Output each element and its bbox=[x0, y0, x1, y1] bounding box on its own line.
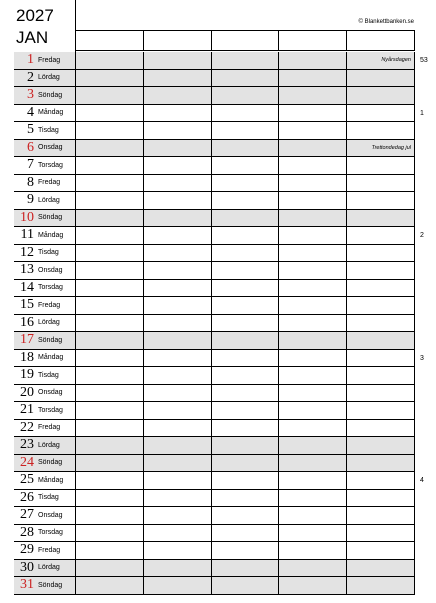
entry-cell[interactable] bbox=[144, 472, 212, 489]
entry-cell[interactable] bbox=[212, 157, 280, 174]
day-row bbox=[14, 52, 415, 70]
day-label-cell bbox=[14, 472, 76, 489]
entry-cell[interactable] bbox=[144, 455, 212, 472]
day-number: 14 bbox=[20, 279, 34, 295]
entry-cell[interactable] bbox=[144, 507, 212, 524]
day-row bbox=[14, 490, 415, 508]
entry-cell[interactable] bbox=[76, 560, 144, 577]
entry-cell[interactable] bbox=[76, 437, 144, 454]
entry-cell[interactable] bbox=[279, 297, 347, 314]
day-row bbox=[14, 402, 415, 420]
entry-cell[interactable] bbox=[76, 297, 144, 314]
day-label-cell bbox=[14, 420, 76, 437]
day-name: Torsdag bbox=[38, 284, 63, 292]
entry-cell[interactable] bbox=[76, 210, 144, 227]
day-name: Tisdag bbox=[38, 371, 59, 379]
day-label-cell bbox=[14, 262, 76, 279]
day-row bbox=[14, 175, 415, 193]
column-header-cell bbox=[212, 31, 280, 50]
day-row bbox=[14, 542, 415, 560]
day-row bbox=[14, 245, 415, 263]
entry-cell[interactable] bbox=[212, 542, 280, 559]
day-row bbox=[14, 560, 415, 578]
day-name: Tisdag bbox=[38, 126, 59, 134]
entry-cell[interactable] bbox=[279, 560, 347, 577]
entry-cell[interactable] bbox=[279, 525, 347, 542]
entry-cell[interactable] bbox=[76, 472, 144, 489]
day-label-cell bbox=[14, 455, 76, 472]
entry-cell[interactable] bbox=[144, 437, 212, 454]
entry-cell[interactable] bbox=[347, 227, 415, 244]
column-header-cell bbox=[76, 31, 144, 50]
day-name: Onsdag bbox=[38, 144, 63, 152]
entry-cell[interactable] bbox=[76, 420, 144, 437]
day-number: 18 bbox=[20, 349, 34, 365]
entry-cell[interactable] bbox=[212, 350, 280, 367]
entry-cell[interactable] bbox=[279, 52, 347, 69]
entry-cell[interactable] bbox=[212, 490, 280, 507]
entry-cell[interactable] bbox=[144, 52, 212, 69]
day-number: 16 bbox=[20, 314, 34, 330]
day-number: 11 bbox=[20, 227, 34, 243]
entry-cell[interactable] bbox=[347, 70, 415, 87]
entry-cell[interactable] bbox=[347, 385, 415, 402]
day-label-cell bbox=[14, 87, 76, 104]
day-label-cell bbox=[14, 542, 76, 559]
entry-cell[interactable] bbox=[212, 245, 280, 262]
entry-cell[interactable] bbox=[212, 472, 280, 489]
day-name: Lördag bbox=[38, 319, 60, 327]
day-label-cell bbox=[14, 245, 76, 262]
day-label-cell bbox=[14, 52, 76, 69]
day-number: 8 bbox=[27, 174, 34, 190]
entry-cell[interactable] bbox=[347, 350, 415, 367]
entry-cell[interactable] bbox=[76, 455, 144, 472]
entry-cell[interactable] bbox=[279, 87, 347, 104]
day-name: Tisdag bbox=[38, 249, 59, 257]
entry-cell[interactable] bbox=[212, 87, 280, 104]
entry-cell[interactable] bbox=[347, 315, 415, 332]
day-number: 2 bbox=[27, 69, 34, 85]
day-number: 21 bbox=[20, 402, 34, 418]
day-label-cell bbox=[14, 297, 76, 314]
day-number: 9 bbox=[27, 192, 34, 208]
entry-cell[interactable] bbox=[212, 507, 280, 524]
entry-cell[interactable] bbox=[212, 297, 280, 314]
day-name: Måndag bbox=[38, 476, 64, 484]
entry-cell[interactable] bbox=[347, 507, 415, 524]
day-row bbox=[14, 157, 415, 175]
entry-cell[interactable] bbox=[347, 367, 415, 384]
day-name: Lördag bbox=[38, 564, 60, 572]
day-label-cell bbox=[14, 280, 76, 297]
entry-cell[interactable] bbox=[212, 262, 280, 279]
entry-cell[interactable] bbox=[279, 350, 347, 367]
day-number: 13 bbox=[20, 262, 34, 278]
entry-cell[interactable] bbox=[212, 402, 280, 419]
entry-cell[interactable] bbox=[347, 577, 415, 594]
day-name: Torsdag bbox=[38, 161, 63, 169]
day-number: 3 bbox=[27, 87, 34, 103]
entry-cell[interactable] bbox=[76, 175, 144, 192]
day-row bbox=[14, 350, 415, 368]
entry-cell[interactable] bbox=[144, 157, 212, 174]
entry-cell[interactable] bbox=[212, 210, 280, 227]
entry-cell[interactable] bbox=[212, 385, 280, 402]
day-row bbox=[14, 87, 415, 105]
day-label-cell bbox=[14, 507, 76, 524]
entry-cell[interactable] bbox=[347, 157, 415, 174]
entry-cell[interactable] bbox=[279, 367, 347, 384]
entry-cell[interactable] bbox=[279, 245, 347, 262]
day-name: Onsdag bbox=[38, 511, 63, 519]
day-row bbox=[14, 140, 415, 158]
day-name: Söndag bbox=[38, 459, 63, 467]
entry-cell[interactable] bbox=[279, 140, 347, 157]
day-row bbox=[14, 262, 415, 280]
entry-cell[interactable] bbox=[212, 437, 280, 454]
day-row bbox=[14, 507, 415, 525]
entry-cell[interactable] bbox=[212, 455, 280, 472]
entry-cell[interactable] bbox=[144, 525, 212, 542]
entry-cell[interactable] bbox=[144, 315, 212, 332]
entry-cell[interactable] bbox=[212, 227, 280, 244]
week-number: 2 bbox=[420, 232, 424, 239]
entry-cell[interactable] bbox=[212, 52, 280, 69]
day-name: Måndag bbox=[38, 109, 64, 117]
day-row bbox=[14, 70, 415, 88]
entry-cell[interactable] bbox=[347, 472, 415, 489]
day-number: 19 bbox=[20, 367, 34, 383]
entry-cell[interactable] bbox=[347, 525, 415, 542]
entry-cell[interactable] bbox=[347, 262, 415, 279]
entry-cell[interactable] bbox=[279, 472, 347, 489]
entry-cell[interactable] bbox=[279, 70, 347, 87]
entry-cell[interactable] bbox=[144, 245, 212, 262]
day-name: Fredag bbox=[38, 56, 61, 64]
day-name: Tisdag bbox=[38, 494, 59, 502]
entry-cell[interactable] bbox=[76, 70, 144, 87]
week-number: 3 bbox=[420, 354, 424, 362]
entry-cell[interactable] bbox=[76, 367, 144, 384]
entry-cell[interactable] bbox=[279, 577, 347, 594]
entry-cell[interactable] bbox=[279, 455, 347, 472]
entry-cell[interactable] bbox=[144, 140, 212, 157]
entry-cell[interactable] bbox=[76, 192, 144, 209]
day-row bbox=[14, 455, 415, 473]
entry-cell[interactable] bbox=[144, 192, 212, 209]
day-label-cell bbox=[14, 577, 76, 594]
day-number: 4 bbox=[27, 104, 34, 120]
day-name: Torsdag bbox=[38, 529, 63, 537]
entry-cell[interactable] bbox=[279, 402, 347, 419]
entry-cell[interactable] bbox=[144, 402, 212, 419]
entry-cell[interactable] bbox=[279, 385, 347, 402]
entry-cell[interactable] bbox=[76, 402, 144, 419]
day-number: 24 bbox=[20, 454, 34, 470]
entry-cell[interactable] bbox=[212, 192, 280, 209]
entry-cell[interactable] bbox=[347, 52, 415, 69]
day-label-cell bbox=[14, 437, 76, 454]
entry-cell[interactable] bbox=[76, 507, 144, 524]
entry-cell[interactable] bbox=[212, 140, 280, 157]
holiday-note: Trettondedag jul bbox=[371, 144, 411, 151]
day-number: 1 bbox=[27, 52, 34, 68]
entry-cell[interactable] bbox=[347, 490, 415, 507]
day-number: 27 bbox=[20, 507, 34, 523]
day-name: Lördag bbox=[38, 441, 60, 449]
entry-cell[interactable] bbox=[144, 367, 212, 384]
day-label-cell bbox=[14, 385, 76, 402]
entry-cell[interactable] bbox=[144, 385, 212, 402]
day-row bbox=[14, 385, 415, 403]
day-label-cell bbox=[14, 175, 76, 192]
month-label: JAN bbox=[16, 28, 49, 47]
entry-cell[interactable] bbox=[347, 87, 415, 104]
day-name: Måndag bbox=[38, 354, 64, 362]
day-label-cell bbox=[14, 140, 76, 157]
day-label-cell bbox=[14, 402, 76, 419]
day-number: 22 bbox=[20, 419, 34, 435]
day-name: Söndag bbox=[38, 91, 63, 99]
day-number: 30 bbox=[20, 559, 34, 575]
entry-cell[interactable] bbox=[144, 332, 212, 349]
day-number: 10 bbox=[20, 209, 34, 225]
entry-cell[interactable] bbox=[76, 577, 144, 594]
entry-cell[interactable] bbox=[76, 542, 144, 559]
day-number: 29 bbox=[20, 542, 34, 558]
column-header-cell bbox=[144, 31, 212, 50]
entry-cell[interactable] bbox=[347, 542, 415, 559]
entry-cell[interactable] bbox=[347, 280, 415, 297]
week-number: 1 bbox=[420, 109, 424, 117]
day-row bbox=[14, 315, 415, 333]
column-header-cell bbox=[279, 31, 347, 50]
entry-cell[interactable] bbox=[212, 70, 280, 87]
week-number: 4 bbox=[420, 477, 424, 484]
entry-cell[interactable] bbox=[76, 280, 144, 297]
day-name: Måndag bbox=[38, 231, 64, 239]
entry-cell[interactable] bbox=[347, 192, 415, 209]
entry-cell[interactable] bbox=[347, 245, 415, 262]
entry-cell[interactable] bbox=[144, 175, 212, 192]
entry-cell[interactable] bbox=[279, 280, 347, 297]
day-name: Onsdag bbox=[38, 266, 63, 274]
day-name: Söndag bbox=[38, 336, 63, 344]
day-label-cell bbox=[14, 157, 76, 174]
entry-cell[interactable] bbox=[347, 420, 415, 437]
day-label-cell bbox=[14, 210, 76, 227]
day-name: Fredag bbox=[38, 301, 61, 309]
day-row bbox=[14, 210, 415, 228]
day-number: 15 bbox=[20, 297, 34, 313]
day-name: Söndag bbox=[38, 214, 63, 222]
calendar-grid bbox=[14, 52, 415, 595]
entry-cell[interactable] bbox=[76, 262, 144, 279]
entry-cell[interactable] bbox=[212, 525, 280, 542]
entry-cell[interactable] bbox=[144, 227, 212, 244]
day-row bbox=[14, 192, 415, 210]
entry-cell[interactable] bbox=[144, 560, 212, 577]
entry-cell[interactable] bbox=[279, 490, 347, 507]
day-label-cell bbox=[14, 105, 76, 122]
column-header-row bbox=[76, 30, 415, 51]
day-label-cell bbox=[14, 367, 76, 384]
day-number: 31 bbox=[20, 577, 34, 593]
day-number: 25 bbox=[20, 472, 34, 488]
day-label-cell bbox=[14, 227, 76, 244]
entry-cell[interactable] bbox=[347, 297, 415, 314]
entry-cell[interactable] bbox=[144, 280, 212, 297]
entry-cell[interactable] bbox=[212, 420, 280, 437]
entry-cell[interactable] bbox=[347, 332, 415, 349]
entry-cell[interactable] bbox=[212, 560, 280, 577]
entry-cell[interactable] bbox=[212, 367, 280, 384]
day-label-cell bbox=[14, 192, 76, 209]
entry-cell[interactable] bbox=[76, 52, 144, 69]
column-header-cell bbox=[347, 31, 415, 50]
day-row bbox=[14, 332, 415, 350]
entry-cell[interactable] bbox=[347, 437, 415, 454]
day-name: Fredag bbox=[38, 546, 61, 554]
day-label-cell bbox=[14, 490, 76, 507]
entry-cell[interactable] bbox=[279, 332, 347, 349]
day-label-cell bbox=[14, 70, 76, 87]
day-number: 5 bbox=[27, 122, 34, 138]
entry-cell[interactable] bbox=[144, 577, 212, 594]
day-name: Lördag bbox=[38, 196, 60, 204]
entry-cell[interactable] bbox=[144, 420, 212, 437]
entry-cell[interactable] bbox=[279, 175, 347, 192]
credit-text: © Blankettbanken.se bbox=[358, 19, 414, 25]
entry-cell[interactable] bbox=[144, 262, 212, 279]
entry-cell[interactable] bbox=[76, 122, 144, 139]
day-label-cell bbox=[14, 315, 76, 332]
day-row bbox=[14, 280, 415, 298]
entry-cell[interactable] bbox=[279, 420, 347, 437]
entry-cell[interactable] bbox=[279, 122, 347, 139]
day-label-cell bbox=[14, 525, 76, 542]
day-number: 17 bbox=[20, 332, 34, 348]
entry-cell[interactable] bbox=[76, 157, 144, 174]
day-row bbox=[14, 105, 415, 123]
day-name: Söndag bbox=[38, 581, 63, 589]
day-name: Onsdag bbox=[38, 389, 63, 397]
entry-cell[interactable] bbox=[76, 245, 144, 262]
entry-cell[interactable] bbox=[212, 175, 280, 192]
day-row bbox=[14, 472, 415, 490]
entry-cell[interactable] bbox=[279, 227, 347, 244]
entry-cell[interactable] bbox=[279, 192, 347, 209]
entry-cell[interactable] bbox=[279, 542, 347, 559]
day-row bbox=[14, 367, 415, 385]
entry-cell[interactable] bbox=[76, 490, 144, 507]
entry-cell[interactable] bbox=[144, 297, 212, 314]
entry-cell[interactable] bbox=[144, 105, 212, 122]
day-number: 23 bbox=[20, 437, 34, 453]
entry-cell[interactable] bbox=[347, 560, 415, 577]
day-row bbox=[14, 577, 415, 595]
entry-cell[interactable] bbox=[347, 140, 415, 157]
day-row bbox=[14, 122, 415, 140]
entry-cell[interactable] bbox=[144, 490, 212, 507]
entry-cell[interactable] bbox=[279, 105, 347, 122]
entry-cell[interactable] bbox=[144, 122, 212, 139]
day-row bbox=[14, 227, 415, 245]
entry-cell[interactable] bbox=[144, 87, 212, 104]
entry-cell[interactable] bbox=[212, 577, 280, 594]
day-label-cell bbox=[14, 332, 76, 349]
entry-cell[interactable] bbox=[347, 402, 415, 419]
entry-cell[interactable] bbox=[76, 385, 144, 402]
entry-cell[interactable] bbox=[279, 437, 347, 454]
entry-cell[interactable] bbox=[279, 507, 347, 524]
entry-cell[interactable] bbox=[347, 175, 415, 192]
entry-cell[interactable] bbox=[212, 122, 280, 139]
day-number: 6 bbox=[27, 139, 34, 155]
day-name: Lördag bbox=[38, 74, 60, 82]
day-label-cell bbox=[14, 350, 76, 367]
entry-cell[interactable] bbox=[76, 350, 144, 367]
day-row bbox=[14, 437, 415, 455]
entry-cell[interactable] bbox=[279, 210, 347, 227]
entry-cell[interactable] bbox=[347, 455, 415, 472]
entry-cell[interactable] bbox=[212, 332, 280, 349]
entry-cell[interactable] bbox=[279, 315, 347, 332]
entry-cell[interactable] bbox=[144, 210, 212, 227]
day-name: Torsdag bbox=[38, 406, 63, 414]
day-row bbox=[14, 525, 415, 543]
entry-cell[interactable] bbox=[144, 350, 212, 367]
entry-cell[interactable] bbox=[279, 262, 347, 279]
entry-cell[interactable] bbox=[76, 87, 144, 104]
week-number: 53 bbox=[420, 57, 428, 64]
day-number: 26 bbox=[20, 489, 34, 505]
day-label-cell bbox=[14, 560, 76, 577]
entry-cell[interactable] bbox=[212, 105, 280, 122]
entry-cell[interactable] bbox=[212, 280, 280, 297]
entry-cell[interactable] bbox=[212, 315, 280, 332]
entry-cell[interactable] bbox=[347, 122, 415, 139]
entry-cell[interactable] bbox=[76, 227, 144, 244]
holiday-note: Nyårsdagen bbox=[381, 57, 411, 63]
entry-cell[interactable] bbox=[144, 70, 212, 87]
day-row bbox=[14, 297, 415, 315]
day-label-cell bbox=[14, 122, 76, 139]
day-row bbox=[14, 420, 415, 438]
entry-cell[interactable] bbox=[347, 105, 415, 122]
day-number: 20 bbox=[20, 384, 34, 400]
day-number: 28 bbox=[20, 524, 34, 540]
entry-cell[interactable] bbox=[144, 542, 212, 559]
day-name: Fredag bbox=[38, 179, 61, 187]
entry-cell[interactable] bbox=[76, 315, 144, 332]
day-name: Fredag bbox=[38, 424, 61, 432]
entry-cell[interactable] bbox=[76, 105, 144, 122]
entry-cell[interactable] bbox=[76, 140, 144, 157]
entry-cell[interactable] bbox=[76, 332, 144, 349]
entry-cell[interactable] bbox=[76, 525, 144, 542]
day-number: 7 bbox=[27, 157, 34, 173]
day-number: 12 bbox=[20, 244, 34, 260]
entry-cell[interactable] bbox=[279, 157, 347, 174]
year-label: 2027 bbox=[16, 6, 54, 25]
entry-cell[interactable] bbox=[347, 210, 415, 227]
